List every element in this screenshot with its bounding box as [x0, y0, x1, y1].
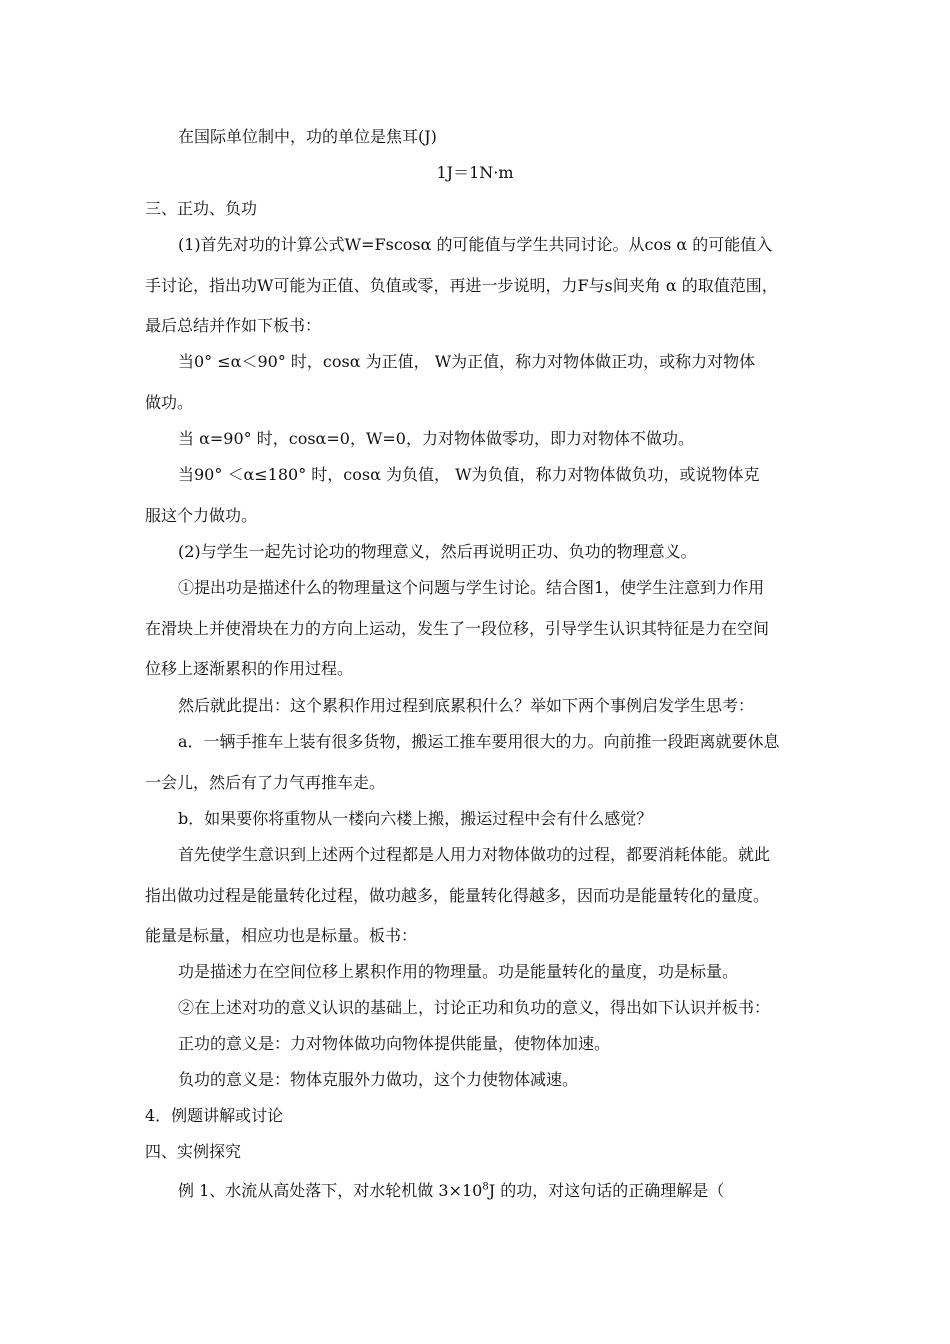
- p4-line: 然后就此提出：这个累积作用过程到底累积什么？举如下两个事例启发学生思考：: [178, 696, 755, 715]
- p5-line1: 首先使学生意识到上述两个过程都是人用力对物体做功的过程，都要消耗体能。就此: [178, 845, 771, 864]
- section3-heading: 三、正功、负功: [145, 199, 258, 218]
- example-b-line: b．如果要你将重物从一楼向六楼上搬，搬运过程中会有什么感觉？: [178, 809, 653, 828]
- p1-line2: 手讨论，指出功W可能为正值、负值或零，再进一步说明，力F与s间夹角 α 的取值范围，: [145, 276, 778, 295]
- example-a-line2: 一会儿，然后有了力气再推车走。: [145, 773, 386, 792]
- p2-line: (2)与学生一起先讨论功的物理意义，然后再说明正功、负功的物理意义。: [178, 542, 697, 561]
- p3-line2: 在滑块上并使滑块在力的方向上运动，发生了一段位移，引导学生认识其特征是力在空间: [145, 619, 770, 638]
- section4-heading: 四、实例探究: [145, 1142, 242, 1161]
- case1-line2: 做功。: [145, 393, 194, 412]
- negative-work-line: 负功的意义是：物体克服外力做功，这个力使物体减速。: [178, 1070, 579, 1089]
- positive-work-line: 正功的意义是：力对物体做功向物体提供能量，使物体加速。: [178, 1034, 611, 1053]
- case3-line2: 服这个力做功。: [145, 506, 258, 525]
- case2-line: 当 α=90° 时，cosα=0，W=0，力对物体做零功，即力对物体不做功。: [178, 429, 694, 448]
- p3-line1: ①提出功是描述什么的物理量这个问题与学生讨论。结合图1，使学生注意到力作用: [178, 578, 765, 597]
- p1-line3: 最后总结并作如下板书：: [145, 316, 322, 335]
- example-a-line1: a．一辆手推车上装有很多货物，搬运工推车要用很大的力。向前推一段距离就要休息: [178, 732, 780, 751]
- example1-text-start: 例 1、水流从高处落下，对水轮机做 3×10: [178, 1181, 483, 1200]
- unit-statement: 在国际单位制中，功的单位是焦耳(J): [178, 127, 437, 146]
- p1-line1: (1)首先对功的计算公式W=Fscosα 的可能值与学生共同讨论。从cos α 的可能值入: [178, 235, 773, 254]
- example1-line: [178, 1181, 724, 1201]
- board-summary-line: 功是描述力在空间位移上累积作用的物理量。功是能量转化的量度，功是标量。: [178, 962, 739, 981]
- item4-line: 4．例题讲解或讨论: [145, 1106, 284, 1125]
- example1-text-end: J 的功，对这句话的正确理解是（: [488, 1181, 725, 1200]
- unit-formula: 1J＝1N·m: [436, 163, 514, 182]
- p5-line3: 能量是标量，相应功也是标量。板书：: [145, 926, 418, 945]
- p3-line3: 位移上逐渐累积的作用过程。: [145, 659, 354, 678]
- case1-line1: 当0° ≤α＜90° 时，cosα 为正值， W为正值，称力对物体做正功，或称力对物体: [178, 352, 756, 371]
- p6-line: ②在上述对功的意义认识的基础上，讨论正功和负功的意义，得出如下认识并板书：: [178, 998, 771, 1017]
- case3-line1: 当90° ＜α≤180° 时，cosα 为负值， W为负值，称力对物体做负功，或说物体克: [178, 465, 760, 484]
- p5-line2: 指出做功过程是能量转化过程，做功越多，能量转化得越多，因而功是能量转化的量度。: [145, 886, 770, 905]
- example1-exponent: 8: [482, 1181, 489, 1193]
